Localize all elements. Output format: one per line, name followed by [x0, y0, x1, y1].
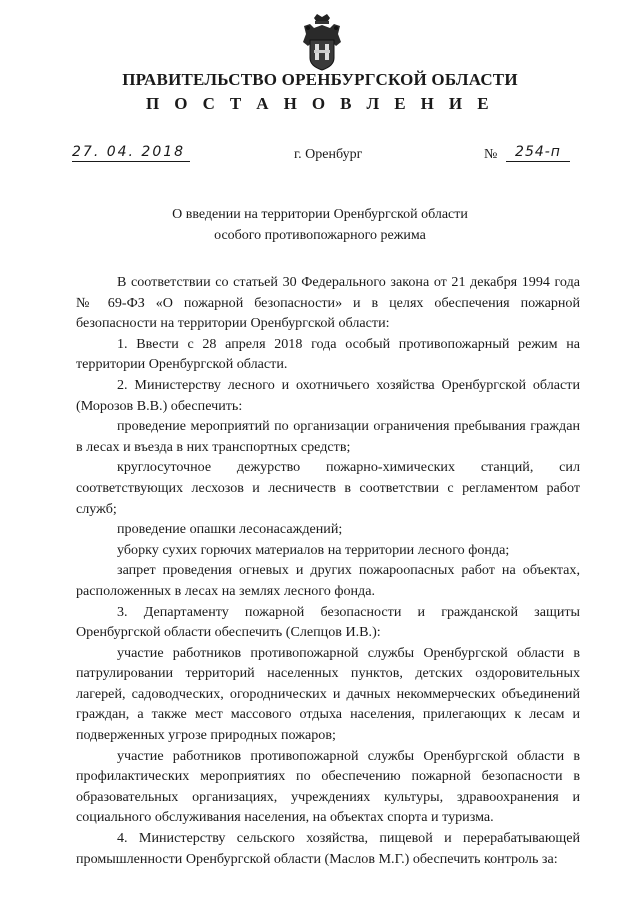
- paragraph: 1. Ввести с 28 апреля 2018 года особый противопожарный режим на территории Оренбургской области.: [76, 335, 580, 373]
- document-number: 254-п: [506, 144, 570, 162]
- paragraph: уборку сухих горючих материалов на территории лесного фонда;: [117, 541, 510, 558]
- paragraph: 3. Департаменту пожарной безопасности и гражданской защиты Оренбургской области обеспечить (Слепцов И.В.):: [76, 603, 580, 641]
- paragraph: В соответствии со статьей 30 Федерального закона от 21 декабря 1994 года № 69-ФЗ «О пожарной безопасности» и в целях обеспечения пожарной безопасности на территории Оренбургской области:: [76, 274, 580, 332]
- paragraph: участие работников противопожарной службы Оренбургской области в профилактических мероприятиях по обеспечению пожарной безопасности в образовательных организациях, учреждениях культуры, здравоохранения и социального обслуживания населения, на объектах спорта и туризма.: [76, 747, 580, 826]
- document-type: П О С Т А Н О В Л Е Н И Е: [146, 94, 494, 113]
- paragraph: 4. Министерству сельского хозяйства, пищевой и перерабатывающей промышленности Оренбургской области (Маслов М.Г.) обеспечить контроль за:: [76, 830, 580, 867]
- paragraph: проведение опашки лесонасаждений;: [117, 521, 343, 538]
- document-title-line-1: О введении на территории Оренбургской области: [172, 207, 468, 222]
- number-label: №: [484, 147, 498, 162]
- document-date: 27. 04. 2018: [72, 144, 190, 162]
- paragraph: проведение мероприятий по организации ограничения пребывания граждан в лесах и въезда в них транспортных средств;: [76, 418, 580, 455]
- paragraph: участие работников противопожарной службы Оренбургской области в патрулировании территорий населенных пунктов, детских оздоровительных лагерей, садоводческих, огороднических и дачных некоммерческих объединений граждан, а также мест массового отдыха населения, прилегающих к лесам и подверженных угрозе природных пожаров;: [76, 644, 580, 744]
- coat-of-arms-emblem: [300, 12, 344, 72]
- document-city: г. Оренбург: [294, 147, 363, 162]
- document-title-line-2: особого противопожарного режима: [214, 228, 426, 243]
- document-body: [76, 272, 580, 869]
- paragraph: 2. Министерству лесного и охотничьего хозяйства Оренбургской области (Морозов В.В.) обеспечить:: [76, 376, 580, 414]
- paragraph: запрет проведения огневых и других пожароопасных работ на объектах, расположенных в лесах на землях лесного фонда.: [76, 562, 580, 599]
- government-name: ПРАВИТЕЛЬСТВО ОРЕНБУРГСКОЙ ОБЛАСТИ: [122, 70, 518, 89]
- paragraph: круглосуточное дежурство пожарно-химических станций, сил соответствующих лесхозов и лесничеств в соответствии с регламентом работ служб;: [76, 459, 580, 517]
